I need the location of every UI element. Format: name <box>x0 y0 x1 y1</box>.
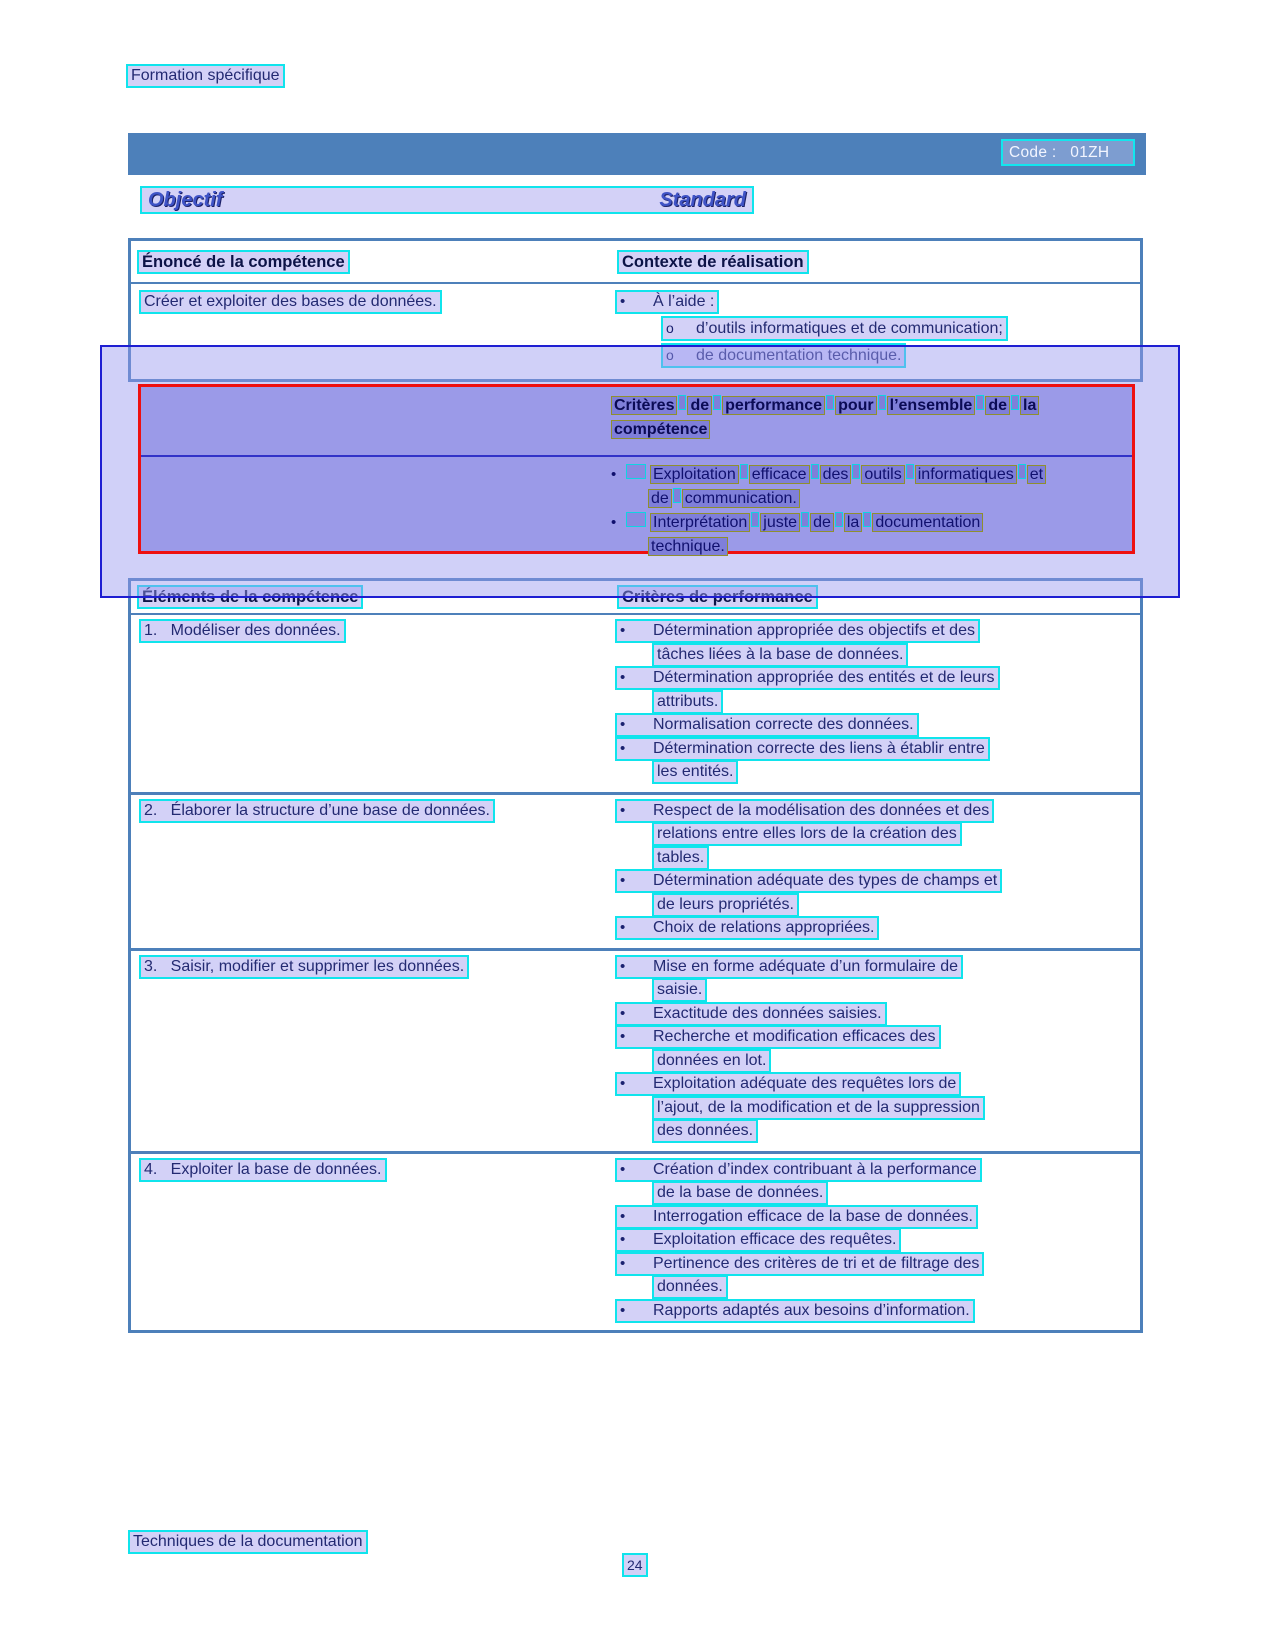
text-line <box>652 1275 1140 1299</box>
ocr-line <box>611 394 1132 418</box>
highlighted-text <box>652 1181 828 1205</box>
criteria-cell <box>611 1154 1140 1331</box>
line-text: Détermination adéquate des types de champs et <box>653 872 998 889</box>
text-line <box>139 619 611 643</box>
bullet-marker: • <box>620 716 626 733</box>
text-line <box>615 1299 1140 1323</box>
text-line <box>615 666 1140 690</box>
highlighted-text <box>139 799 495 823</box>
line-text: À l’aide : <box>653 293 715 310</box>
line-text: tables. <box>657 848 705 866</box>
highlighted-text <box>652 893 799 917</box>
text-line <box>652 978 1140 1002</box>
element-cell <box>131 951 611 1151</box>
highlighted-text <box>615 916 879 940</box>
table-row <box>131 948 1140 1151</box>
ocr-space-box <box>878 395 886 410</box>
text-line <box>661 342 1140 369</box>
title-banner <box>128 133 1146 175</box>
bullet-marker: o <box>666 347 674 363</box>
ocr-space-box <box>906 464 914 479</box>
bullet-marker: • <box>620 1160 626 1178</box>
highlighted-text <box>652 760 738 784</box>
highlighted-text <box>652 1275 728 1299</box>
text-line <box>615 1158 1140 1182</box>
text-line <box>652 1049 1140 1073</box>
line-text: Interrogation efficace de la base de données. <box>653 1207 973 1225</box>
ocr-line <box>611 463 1132 487</box>
highlighted-text <box>615 1228 901 1252</box>
red-annotation-box <box>138 384 1135 554</box>
line-text: attributs. <box>657 692 719 710</box>
bullet-marker: • <box>620 622 626 639</box>
element-cell <box>131 1154 611 1331</box>
text-line <box>615 1205 1140 1229</box>
ocr-space-box <box>740 464 748 479</box>
bullet-marker: • <box>611 466 617 483</box>
bullet-marker: • <box>620 739 626 757</box>
text-line <box>615 737 1140 761</box>
bullet-marker: • <box>620 669 626 686</box>
highlighted-text <box>615 1025 941 1049</box>
text-line <box>652 1181 1140 1205</box>
line-text: de documentation technique. <box>696 347 902 364</box>
ocr-space-box <box>626 512 646 527</box>
bullet-marker: • <box>620 293 626 310</box>
ocr-word: outils <box>861 465 904 484</box>
document-section-label <box>126 64 285 88</box>
criteria-ensemble-list <box>141 457 1132 559</box>
highlighted-text <box>615 955 963 979</box>
highlighted-text <box>615 666 1000 690</box>
line-text: 2. Élaborer la structure d’une base de données. <box>144 801 490 819</box>
bullet-marker: • <box>620 1231 626 1248</box>
line-text: 1. Modéliser des données. <box>144 622 341 639</box>
line-text: 4. Exploiter la base de données. <box>144 1160 382 1178</box>
bullet-marker: • <box>620 1207 626 1225</box>
line-text: Choix de relations appropriées. <box>653 919 875 936</box>
ocr-space-box <box>863 512 871 527</box>
text-line <box>139 288 611 315</box>
line-text: Créer et exploiter des bases de données. <box>144 293 437 310</box>
criteria-cell <box>611 951 1140 1151</box>
highlighted-text <box>652 822 962 846</box>
highlighted-text <box>615 1299 975 1323</box>
line-text: des données. <box>657 1122 754 1139</box>
text-line <box>652 1096 1140 1120</box>
bullet-marker: • <box>620 801 626 819</box>
highlighted-text <box>652 1096 985 1120</box>
ocr-line <box>648 487 1132 511</box>
text-line <box>139 955 611 979</box>
highlighted-text: Formation spécifique <box>126 64 285 88</box>
line-text: d’outils informatiques et de communication; <box>696 320 1003 337</box>
bullet-marker: o <box>666 320 674 336</box>
ocr-space-box <box>1018 464 1026 479</box>
text-line <box>139 799 611 823</box>
ocr-word: l’ensemble <box>887 396 976 415</box>
ocr-space-box <box>801 512 809 527</box>
ocr-word: de <box>648 489 672 508</box>
ocr-word: des <box>820 465 852 484</box>
highlighted-text <box>139 290 442 314</box>
text-line <box>615 1025 1140 1049</box>
ocr-space-box <box>835 512 843 527</box>
ocr-space-box <box>852 464 860 479</box>
text-line <box>615 1252 1140 1276</box>
highlighted-text <box>615 290 719 314</box>
highlighted-text <box>661 343 906 368</box>
bullet-marker: • <box>620 872 626 889</box>
line-text: Normalisation correcte des données. <box>653 716 914 733</box>
highlighted-text <box>615 619 980 643</box>
text-line <box>652 893 1140 917</box>
ocr-word: la <box>844 513 862 532</box>
highlighted-text <box>652 643 908 667</box>
ocr-word: et <box>1027 465 1046 484</box>
ocr-space-box <box>1011 395 1019 410</box>
course-code-badge: Code : 01ZH <box>1001 139 1135 166</box>
highlighted-text <box>139 619 346 643</box>
text-line <box>615 1228 1140 1252</box>
criteria-cell <box>611 615 1140 792</box>
ocr-word: la <box>1020 396 1039 415</box>
line-text: l’ajout, de la modification et de la suppression <box>657 1098 980 1116</box>
highlighted-text <box>652 1119 758 1143</box>
ocr-word: documentation <box>872 513 983 532</box>
bullet-marker: • <box>620 1254 626 1272</box>
bullet-marker: • <box>620 919 626 936</box>
line-text: Pertinence des critères de tri et de filtrage des <box>653 1254 980 1272</box>
text-line <box>615 869 1140 893</box>
ocr-word: compétence <box>611 420 710 439</box>
line-text: Recherche et modification efficaces des <box>653 1028 936 1045</box>
criteria-ensemble-title <box>141 387 1132 457</box>
line-text: Détermination appropriée des objectifs et des <box>653 622 975 639</box>
text-line <box>652 822 1140 846</box>
page-number <box>622 1553 648 1577</box>
ocr-space-box <box>713 395 721 410</box>
ocr-word: technique. <box>648 537 728 556</box>
criteria-cell <box>611 795 1140 948</box>
objective-heading: Objectif <box>148 188 223 211</box>
context-cell <box>611 284 1140 379</box>
ocr-word: de <box>985 396 1010 415</box>
highlighted-text <box>615 1002 887 1026</box>
ocr-word: Interprétation <box>650 513 750 532</box>
line-text: les entités. <box>657 763 734 780</box>
line-text: Mise en forme adéquate d’un formulaire de <box>653 957 959 975</box>
line-text: Création d’index contribuant à la performance <box>653 1160 977 1178</box>
highlighted-text <box>652 1049 771 1073</box>
line-text: données en lot. <box>657 1051 767 1069</box>
table-row <box>131 792 1140 948</box>
elements-criteria-table <box>128 578 1143 1333</box>
highlighted-text <box>652 690 723 714</box>
ocr-word: Critères <box>611 396 677 415</box>
bullet-marker: • <box>620 1004 626 1022</box>
footer-program-label <box>128 1530 368 1554</box>
ocr-space-box <box>626 464 646 479</box>
objective-standard-heading <box>140 186 754 214</box>
bullet-marker: • <box>620 1028 626 1045</box>
header-cell-elements: Éléments de la compétence <box>131 581 609 613</box>
text-line <box>652 760 1140 784</box>
ocr-line <box>611 511 1132 535</box>
line-text: de la base de données. <box>657 1184 824 1201</box>
table-header-row <box>131 581 1140 615</box>
line-text: Détermination appropriée des entités et de leurs <box>653 669 995 686</box>
line-text: Respect de la modélisation des données et des <box>653 801 990 819</box>
line-text: Exploitation adéquate des requêtes lors de <box>653 1075 957 1092</box>
highlighted-text: 24 <box>622 1553 648 1577</box>
line-text: Détermination correcte des liens à établir entre <box>653 739 985 757</box>
text-line <box>615 1072 1140 1096</box>
ocr-space-box <box>678 395 686 410</box>
header-cell-contexte: Contexte de réalisation <box>609 241 1140 282</box>
table-header-row <box>131 241 1140 284</box>
table-row <box>131 284 1140 379</box>
bullet-marker: • <box>620 957 626 975</box>
ocr-word: pour <box>835 396 877 415</box>
highlighted-text <box>652 846 709 870</box>
ocr-line <box>648 535 1132 559</box>
text-line <box>661 315 1140 342</box>
text-line <box>615 1002 1140 1026</box>
highlighted-text <box>615 1205 978 1229</box>
ocr-word: communication. <box>682 489 800 508</box>
ocr-word: juste <box>760 513 800 532</box>
table-row <box>131 1151 1140 1331</box>
text-line <box>615 799 1140 823</box>
text-line <box>652 1119 1140 1143</box>
highlighted-text <box>615 1158 982 1182</box>
ocr-space-box <box>976 395 984 410</box>
competence-cell <box>131 284 611 379</box>
ocr-word: Exploitation <box>650 465 739 484</box>
bullet-marker: • <box>611 514 617 531</box>
line-text: 3. Saisir, modifier et supprimer les données. <box>144 957 465 975</box>
line-text: saisie. <box>657 981 703 998</box>
text-line <box>615 713 1140 737</box>
line-text: Exploitation efficace des requêtes. <box>653 1231 897 1248</box>
element-cell <box>131 795 611 948</box>
ocr-space-box <box>673 488 681 503</box>
highlighted-text <box>615 869 1002 893</box>
header-cell-criteres: Critères de performance <box>609 581 1140 613</box>
highlighted-text <box>615 799 994 823</box>
text-line <box>652 690 1140 714</box>
table-row <box>131 615 1140 792</box>
ocr-word: efficace <box>749 465 810 484</box>
ocr-word: de <box>687 396 712 415</box>
bullet-marker: • <box>620 1301 626 1319</box>
text-line <box>615 955 1140 979</box>
line-text: de leurs propriétés. <box>657 895 794 913</box>
competence-context-table <box>128 238 1143 382</box>
ocr-word: performance <box>722 396 825 415</box>
highlighted-text: Techniques de la documentation <box>128 1530 368 1554</box>
text-line <box>652 643 1140 667</box>
highlighted-text <box>615 1252 984 1276</box>
highlighted-text <box>615 737 990 761</box>
text-line <box>615 288 1140 315</box>
ocr-space-box <box>751 512 759 527</box>
text-line <box>652 846 1140 870</box>
text-line <box>615 916 1140 940</box>
ocr-space-box <box>811 464 819 479</box>
highlighted-text <box>661 316 1008 341</box>
element-cell <box>131 615 611 792</box>
ocr-space-box <box>826 395 834 410</box>
text-line <box>139 1158 611 1182</box>
line-text: Exactitude des données saisies. <box>653 1004 882 1022</box>
highlighted-text <box>652 978 707 1002</box>
highlighted-text <box>139 955 469 979</box>
ocr-word: informatiques <box>915 465 1017 484</box>
text-line <box>615 619 1140 643</box>
ocr-line <box>611 418 1132 442</box>
line-text: données. <box>657 1278 723 1295</box>
line-text: relations entre elles lors de la création des <box>657 825 957 842</box>
standard-heading: Standard <box>659 188 746 211</box>
highlighted-text <box>139 1158 387 1182</box>
bullet-marker: • <box>620 1075 626 1092</box>
highlighted-text <box>615 713 919 737</box>
line-text: tâches liées à la base de données. <box>657 645 904 663</box>
ocr-word: de <box>810 513 834 532</box>
highlighted-text <box>615 1072 961 1096</box>
header-cell-enonce: Énoncé de la compétence <box>131 241 609 282</box>
line-text: Rapports adaptés aux besoins d’information. <box>653 1301 970 1319</box>
